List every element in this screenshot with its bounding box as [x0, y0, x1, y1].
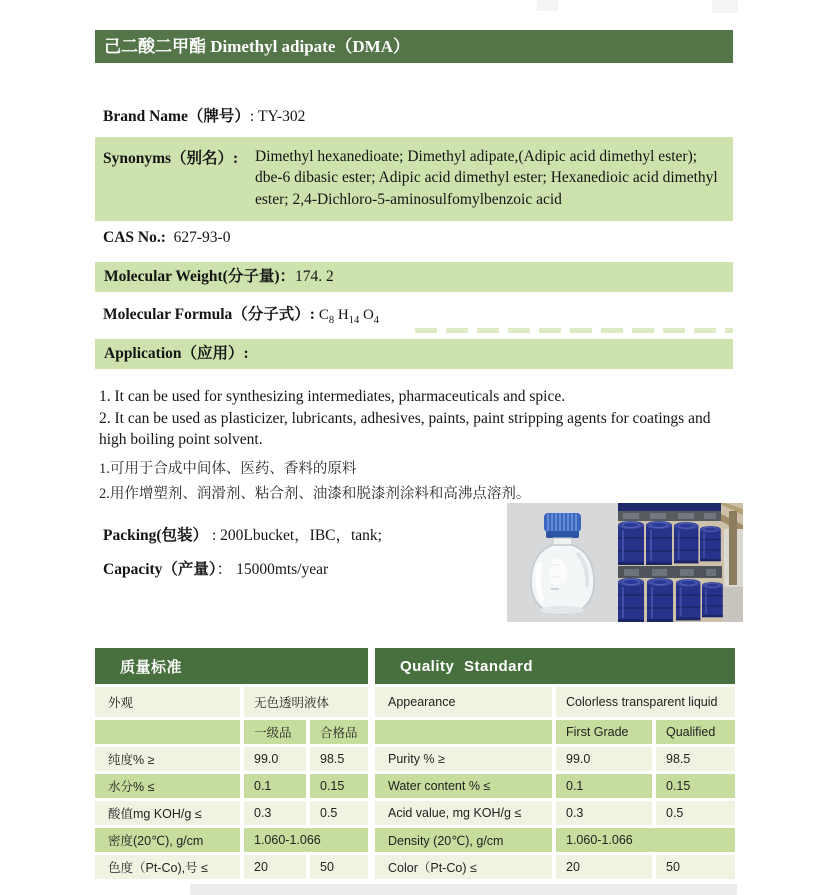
cell-purity-zh-v2: 98.5: [310, 747, 368, 771]
cell-water-en-v2: 0.15: [656, 774, 735, 798]
cell-grade-zh-qualified: 合格品: [310, 720, 368, 744]
cell-acid-zh-v1: 0.3: [244, 801, 306, 825]
scan-artifact-square: [537, 0, 558, 11]
blue-drums-photo: [618, 503, 743, 622]
faint-dashed-strip: [415, 328, 733, 333]
molecular-formula-label: Molecular Formula（分子式）:: [103, 306, 319, 323]
application-text: [99, 386, 727, 506]
cell-water-zh-v2: 0.15: [310, 774, 368, 798]
cas-value: 627-93-0: [173, 229, 231, 246]
scan-artifact-square: [712, 0, 738, 13]
application-item-zh: 2.用作增塑剂、润滑剂、粘合剂、油漆和脱漆剂涂料和高沸点溶剂。: [99, 485, 531, 502]
quality-table-chinese-half: [95, 648, 368, 879]
application-list-zh: [99, 457, 727, 506]
capacity-label: Capacity（产量）: [103, 561, 217, 578]
cell-water-en-v1: 0.1: [556, 774, 652, 798]
cell-purity-en: Purity % ≥: [375, 747, 552, 771]
synonyms-section: [95, 137, 733, 221]
cell-grade-zh-first: 一级品: [244, 720, 306, 744]
cell-purity-zh: 纯度% ≥: [95, 747, 240, 771]
molecular-weight-label: Molecular Weight(分子量)：: [104, 268, 296, 285]
quality-table-english-half: [375, 648, 735, 879]
cell-purity-en-v1: 99.0: [556, 747, 652, 771]
cell-appearance-en-value: Colorless transparent liquid: [556, 687, 735, 717]
molecular-formula-line: [103, 302, 379, 326]
application-list-en: [99, 386, 727, 451]
application-bar: [95, 339, 733, 369]
capacity-line: Capacity（产量）： 15000mts/year: [103, 561, 329, 578]
brand-name-label: Brand Name（牌号）: [103, 108, 250, 125]
synonyms-label: Synonyms（别名）:: [103, 150, 239, 167]
application-label: Application（应用）:: [104, 345, 249, 362]
capacity-value: 15000mts/year: [236, 561, 329, 578]
cell-grade-en-empty: [375, 720, 552, 744]
cell-appearance-en: Appearance: [375, 687, 552, 717]
cell-color-zh-v2: 50: [310, 855, 368, 879]
cell-color-en: Color（Pt-Co) ≤: [375, 855, 552, 879]
product-photo: [507, 503, 743, 622]
cell-water-zh: 水分% ≤: [95, 774, 240, 798]
cell-acid-en-v1: 0.3: [556, 801, 652, 825]
brand-name-line: Brand Name（牌号）: TY-302: [103, 108, 306, 125]
cas-label: CAS No.:: [103, 229, 166, 246]
cell-water-zh-v1: 0.1: [244, 774, 306, 798]
cell-color-zh: 色度（Pt-Co),号 ≤: [95, 855, 240, 879]
cell-color-en-v1: 20: [556, 855, 652, 879]
brand-name-value: TY-302: [258, 108, 306, 125]
bottom-shadow-strip: [190, 884, 737, 895]
page-title: 己二酸二甲酯 Dimethyl adipate（DMA）: [95, 30, 733, 63]
cell-color-zh-v1: 20: [244, 855, 306, 879]
cell-acid-zh-v2: 0.5: [310, 801, 368, 825]
cell-grade-zh-empty: [95, 720, 240, 744]
packing-label: Packing(包装）: [103, 527, 209, 544]
cell-density-en-value: 1.060-1.066: [556, 828, 735, 852]
cell-purity-zh-v1: 99.0: [244, 747, 306, 771]
cell-acid-zh: 酸值mg KOH/g ≤: [95, 801, 240, 825]
molecular-weight-value: 174. 2: [295, 268, 334, 285]
cell-density-zh: 密度(20℃), g/cm: [95, 828, 240, 852]
cell-grade-en-first: First Grade: [556, 720, 652, 744]
packing-value: 200Lbucket，IBC，tank;: [220, 527, 382, 544]
cell-acid-en-v2: 0.5: [656, 801, 735, 825]
quality-standard-table: [95, 648, 735, 879]
cell-purity-en-v2: 98.5: [656, 747, 735, 771]
sample-bottle-photo: [507, 503, 618, 622]
molecular-weight-bar: [95, 262, 733, 292]
application-item-en: 1. It can be used for synthesizing intermediates, pharmaceuticals and spice.: [99, 388, 566, 405]
application-item-en: 2. It can be used as plasticizer, lubricants, adhesives, paints, paint stripping agents for coatings and high boiling point solvent.: [99, 409, 711, 449]
cell-appearance-zh-value: 无色透明液体: [244, 687, 368, 717]
synonyms-value: Dimethyl hexanedioate; Dimethyl adipate,(Adipic acid dimethyl ester); dbe-6 dibasic ester; Adipic acid dimethyl ester; Hexanedioic acid dimethyl ester; 2,4-Dichloro-5-aminosulfomylbenzoic acid: [255, 148, 718, 208]
table-header-zh: 质量标准: [95, 648, 368, 684]
cas-line: [103, 229, 230, 247]
cell-color-en-v2: 50: [656, 855, 735, 879]
cell-acid-en: Acid value, mg KOH/g ≤: [375, 801, 552, 825]
packing-line: Packing(包装） : 200Lbucket，IBC，tank;: [103, 527, 382, 544]
cell-grade-en-qualified: Qualified: [656, 720, 735, 744]
application-item-zh: 1.可用于合成中间体、医药、香料的原料: [99, 461, 357, 478]
molecular-formula-value: $C_8$ $H_{14}$ $O_4$: [318, 307, 380, 326]
cell-density-zh-value: 1.060-1.066: [244, 828, 368, 852]
cell-water-en: Water content % ≤: [375, 774, 552, 798]
table-header-en: Quality Standard: [375, 648, 735, 684]
cell-density-en: Density (20℃), g/cm: [375, 828, 552, 852]
cell-appearance-zh: 外观: [95, 687, 240, 717]
